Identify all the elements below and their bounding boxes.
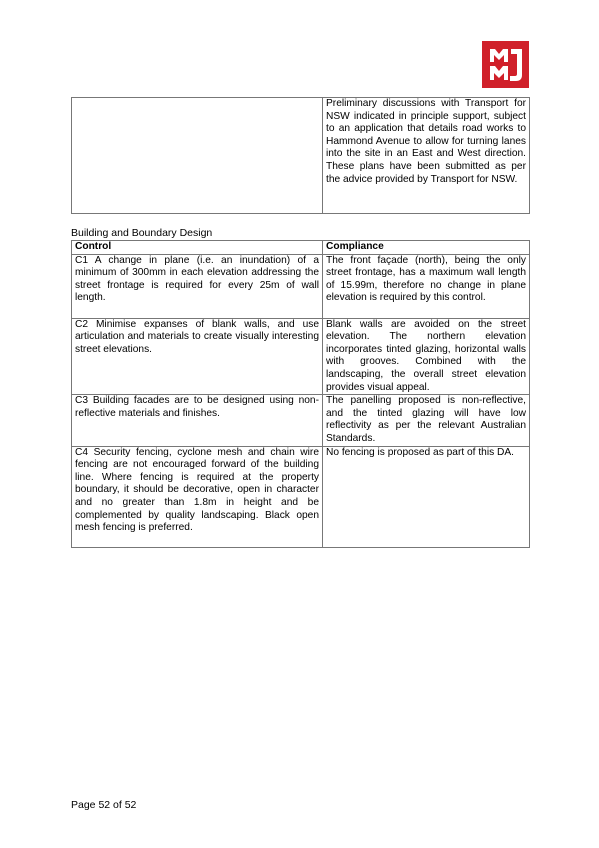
table-row: [72, 254, 530, 318]
header-compliance: Compliance: [323, 241, 530, 255]
table-row: [72, 446, 530, 547]
table-header-row: [72, 241, 530, 255]
control-cell: C4 Security fencing, cyclone mesh and chain wire fencing are not encouraged forward of the building line. Where fencing is required at the property boundary, it should be decorative, open in character and no greater than 1.8m in height and be complemented by quality landscaping. Black open mesh fencing is preferred.: [72, 446, 323, 547]
company-logo: [482, 41, 529, 88]
empty-cell: [72, 98, 323, 214]
table-row: [72, 395, 530, 446]
compliance-cell: Blank walls are avoided on the street elevation. The northern elevation incorporates tinted glazing, horizontal walls with grooves. Combined with the landscaping, the overall street elevation provides visual appeal.: [323, 318, 530, 395]
compliance-cell: The panelling proposed is non-reflective, and the tinted glazing will have low reflectivity as per the relevant Australian Standards.: [323, 395, 530, 446]
page-number: Page 52 of 52: [71, 799, 137, 811]
continuation-compliance-cell: Preliminary discussions with Transport for NSW indicated in principle support, subject to an application that details road works to Hammond Avenue to allow for turning lanes into the site in an East and West direction. These plans have been submitted as per the advice provided by Transport for NSW.: [323, 98, 530, 214]
control-cell: C3 Building facades are to be designed using non-reflective materials and finishes.: [72, 395, 323, 446]
table-row: [72, 318, 530, 395]
compliance-cell: No fencing is proposed as part of this DA.: [323, 446, 530, 547]
section-title: Building and Boundary Design: [71, 227, 213, 239]
continuation-table: [71, 97, 530, 214]
control-cell: C1 A change in plane (i.e. an inundation) of a minimum of 300mm in each elevation addressing the street frontage is required for every 25m of wall length.: [72, 254, 323, 318]
control-cell: C2 Minimise expanses of blank walls, and use articulation and materials to create visually interesting street elevations.: [72, 318, 323, 395]
compliance-cell: The front façade (north), being the only street frontage, has a maximum wall length of 15.99m, therefore no change in plane elevation is required by this control.: [323, 254, 530, 318]
building-boundary-table: [71, 240, 530, 548]
header-control: Control: [72, 241, 323, 255]
